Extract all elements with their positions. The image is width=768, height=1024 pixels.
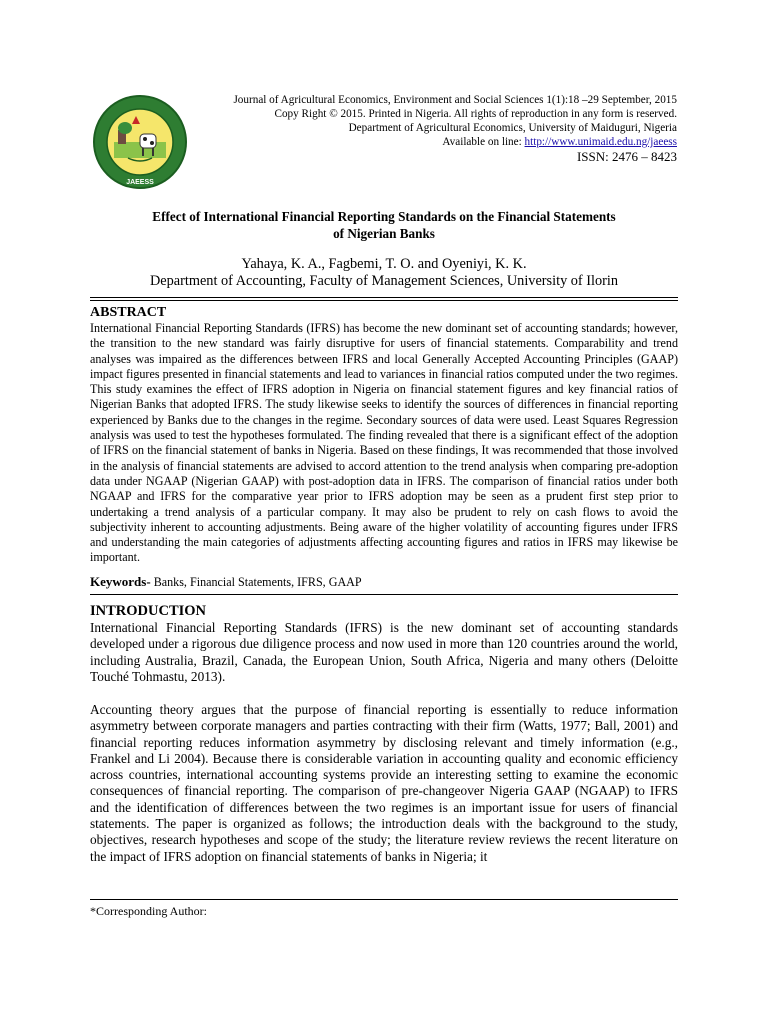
author-block <box>90 256 678 290</box>
divider <box>90 594 678 595</box>
keywords-value: Banks, Financial Statements, IFRS, GAAP <box>150 575 362 589</box>
jaeess-seal-icon <box>92 94 188 190</box>
introduction-paragraph: International Financial Reporting Standards (IFRS) is the new dominant set of accounting standards developed under a rigorous due diligence process and now used in more than 120 countries around the world, including Australia, Brazil, Canada, the European Union, South Africa, Nigeria and many others (Deloitte Touché Tohmastu, 2013). <box>90 620 678 684</box>
divider <box>90 300 678 301</box>
introduction-paragraph: Accounting theory argues that the purpose of financial reporting is essentially to reduce information asymmetry between corporate managers and parties contracting with their firm (Watts, 1977; Ball, 2001) and financial reporting reduces information asymmetry by disclosing relevant and timely information (e.g., Frankel and Li 2004). Because there is considerable variation in accounting quality and economic efficiency across countries, international accounting systems provide an interesting setting to examine the economic consequences of financial reporting. The comparison of pre-changeover Nigeria GAAP (NGAAP) to IFRS and the identification of differences between the two regimes is an important issue for users of financial statements. The paper is organized as follows; the introduction deals with the background to the study, objectives, research hypotheses and scope of the study; the literature review reviews the recent literature on the impact of IFRS adoption on financial statements of banks in Nigeria; it <box>90 702 678 864</box>
keywords-line <box>90 574 362 590</box>
footnote-divider <box>90 899 678 900</box>
corresponding-author-note: *Corresponding Author: <box>90 904 207 918</box>
journal-header <box>207 93 677 164</box>
journal-citation: Journal of Agricultural Economics, Environment and Social Sciences 1(1):18 –29 September, 2015 <box>233 94 677 106</box>
journal-url-link[interactable]: http://www.unimaid.edu.ng/jaeess <box>524 136 677 148</box>
journal-logo <box>92 94 188 190</box>
availability-line <box>207 135 677 149</box>
abstract-text: International Financial Reporting Standards (IFRS) has become the new dominant set of accounting standards; however, the transition to the new standard was fairly disruptive for users of financial statements. Comparability and trend analyses was impaired as the differences between IFRS and local Generally Accepted Accounting Principles (GAAP) impact figures presented in financial statements and lead to variances in financial ratios computed under the two regimes. This study examines the effect of IFRS adoption in Nigeria on financial statement figures and key financial ratios of Nigerian Banks that adopted IFRS. The study likewise seeks to identify the sources of differences in financial reporting experienced by Banks due to the changes in the regime. Secondary sources of data were used. Least Squares Regression analysis was used to test the hypotheses formulated. The finding revealed that there is a significant effect of the adoption of IFRS on the financial statement of banks in Nigeria. Based on these findings, It was recommended that those involved in the analysis of financial statements are advised to accord attention to the trend analysis when comparing pre-adoption data under NGAAP (Nigerian GAAP) with post-adoption data in IFRS. The comparison of financial ratios under both NGAAP and IFRS for the comparative year prior to IFRS adoption may be seen as a prudent first step prior to undertaking a trend analysis of a particular company. It may also be prudent to rely on cash flows to avoid the subjectivity inherent to accounting adjustments. Being aware of the higher volatility of accounting figures under IFRS and understanding the main categories of adjustments affecting accounting figures and ratios in IFRS may likewise be important. <box>90 321 678 565</box>
keywords-label: Keywords- <box>90 574 151 589</box>
logo-label: JAEESS <box>126 179 154 186</box>
introduction-heading: INTRODUCTION <box>90 603 207 619</box>
title-line-2: of Nigerian Banks <box>333 226 435 241</box>
available-label: Available on line: <box>442 136 525 148</box>
issn: ISSN: 2476 – 8423 <box>576 149 677 164</box>
author-affiliation: Department of Accounting, Faculty of Management Sciences, University of Ilorin <box>149 273 619 289</box>
title-line-1: Effect of International Financial Reporting Standards on the Financial Statements <box>152 209 616 224</box>
department-line: Department of Agricultural Economics, University of Maiduguri, Nigeria <box>348 122 677 134</box>
paper-title <box>90 208 678 242</box>
divider <box>90 297 678 298</box>
copyright-line: Copy Right © 2015. Printed in Nigeria. All rights of reproduction in any form is reserved. <box>274 108 677 120</box>
author-names: Yahaya, K. A., Fagbemi, T. O. and Oyeniyi, K. K. <box>241 256 527 272</box>
abstract-heading: ABSTRACT <box>90 305 167 320</box>
